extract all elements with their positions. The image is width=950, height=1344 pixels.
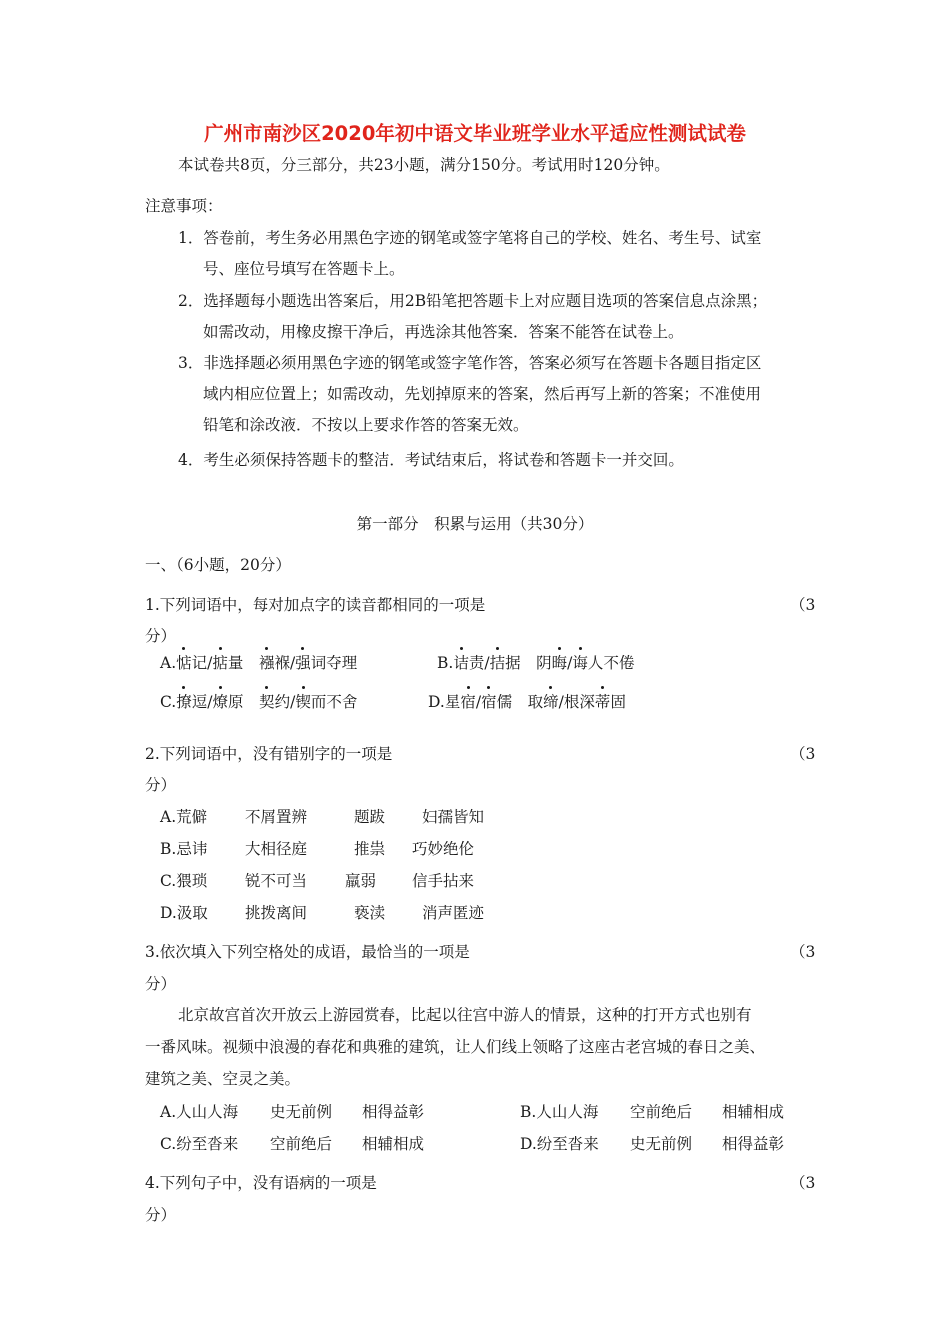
- q3-option-b-2: 空前绝后: [630, 1103, 693, 1121]
- q3-option-c-3: 相辅相成: [362, 1135, 425, 1153]
- emphasis-char: 契: [259, 693, 275, 711]
- q3-option-b-3: 相辅相成: [722, 1103, 785, 1121]
- emphasis-char: 宿: [481, 693, 497, 711]
- notice-item-3-line-1: 3．非选择题必须用黑色字迹的钢笔或签字笔作答，答案必须写在答题卡各题目指定区: [178, 354, 762, 372]
- q3-option-b-1: B.人山人海: [520, 1103, 599, 1121]
- q2-option-c-2: 锐不可当: [245, 872, 308, 890]
- option-letter: A.: [160, 654, 177, 672]
- q3-passage-line-3: 建筑之美、空灵之美。: [145, 1070, 301, 1088]
- option-char: [521, 654, 537, 672]
- option-char: [244, 693, 260, 711]
- notice-item-3-line-3: 铅笔和涂改液．不按以上要求作答的答案无效。: [203, 416, 529, 434]
- notice-item-1-line-2: 号、座位号填写在答题卡上。: [203, 260, 405, 278]
- q2-score-close: 分）: [145, 776, 177, 794]
- q4-score-close: 分）: [145, 1206, 177, 1224]
- q1-option-b: [437, 653, 634, 673]
- q2-option-b-1: B.忌讳: [160, 840, 208, 858]
- notice-item-1-line-1: 1．答卷前，考生务必用黑色字迹的钢笔或签字笔将自己的学校、姓名、考生号、试室: [178, 229, 762, 247]
- option-char: 据: [505, 654, 521, 672]
- q1-score-close: 分）: [145, 627, 177, 645]
- option-char: 不: [326, 693, 342, 711]
- option-char: 舍: [341, 693, 358, 711]
- option-char: 阴: [536, 654, 552, 672]
- notice-item-2-line-1: 2．选择题每小题选出答案后，用2B铅笔把答题卡上对应题目选项的答案信息点涂黑；: [178, 292, 768, 310]
- section-1-heading: 一、（6小题，20分）: [145, 556, 291, 574]
- q1-stem: 1.下列词语中，每对加点字的读音都相同的一项是: [145, 596, 486, 614]
- emphasis-char: 拮: [489, 654, 506, 672]
- q3-option-d-3: 相得益彰: [722, 1135, 785, 1153]
- emphasis-char: 襁: [258, 654, 275, 672]
- q3-option-d-2: 史无前例: [630, 1135, 693, 1153]
- option-letter: B.: [437, 654, 454, 672]
- option-char: [512, 693, 528, 711]
- q2-stem: 2.下列词语中，没有错别字的一项是: [145, 745, 393, 763]
- option-char: 约: [274, 693, 291, 711]
- emphasis-char: 锲: [295, 693, 311, 711]
- option-char: /: [484, 654, 490, 672]
- q1-score-open: （3: [790, 596, 816, 614]
- q2-option-b-4: 巧妙绝伦: [412, 840, 475, 858]
- q4-stem: 4.下列句子中，没有语病的一项是: [145, 1174, 377, 1192]
- emphasis-char: 宿: [460, 693, 476, 711]
- option-letter: D.: [428, 693, 445, 711]
- q3-option-c-2: 空前绝后: [270, 1135, 333, 1153]
- option-char: /: [567, 654, 573, 672]
- option-char: 取: [527, 693, 544, 711]
- q2-option-d-1: D.汲取: [160, 904, 208, 922]
- part-1-heading: 第一部分 积累与运用（共30分）: [356, 515, 594, 533]
- q3-score-close: 分）: [145, 975, 177, 993]
- q1-option-c: [160, 692, 357, 712]
- q3-option-a-3: 相得益彰: [362, 1103, 425, 1121]
- q3-option-c-1: C.纷至沓来: [160, 1135, 239, 1153]
- option-char: /: [558, 693, 564, 711]
- notice-item-3-line-2: 域内相应位置上；如需改动，先划掉原来的答案，然后再写上新的答案；不准使用: [203, 385, 762, 403]
- option-char: 记: [191, 654, 208, 672]
- q2-option-c-3: 羸弱: [345, 872, 377, 890]
- q2-option-a-4: 妇孺皆知: [422, 808, 485, 826]
- notice-item-4: 4．考生必须保持答题卡的整洁．考试结束后，将试卷和答题卡一并交回。: [178, 451, 684, 469]
- q2-option-d-3: 亵渎: [354, 904, 386, 922]
- q3-option-a-2: 史无前例: [270, 1103, 333, 1121]
- q4-score-open: （3: [790, 1174, 816, 1192]
- q2-score-open: （3: [790, 745, 816, 763]
- option-char: 不: [603, 654, 619, 672]
- q3-option-a-1: A.人山人海: [160, 1103, 239, 1121]
- option-char: 量: [227, 654, 244, 672]
- q2-option-a-1: A.荒僻: [160, 808, 208, 826]
- option-char: 儒: [496, 693, 513, 711]
- q3-stem: 3.依次填入下列空格处的成语，最恰当的一项是: [145, 943, 470, 961]
- q2-option-d-4: 消声匿迹: [422, 904, 485, 922]
- emphasis-char: 诲: [572, 654, 588, 672]
- option-char: 逗: [191, 693, 208, 711]
- option-letter: C.: [160, 693, 177, 711]
- option-char: [243, 654, 259, 672]
- emphasis-char: 蒂: [594, 693, 611, 711]
- option-char: 而: [310, 693, 327, 711]
- q2-option-a-2: 不屑置辨: [245, 808, 308, 826]
- q2-option-d-2: 挑拨离间: [245, 904, 308, 922]
- q1-option-d: [428, 692, 626, 712]
- q2-option-c-4: 信手拈来: [412, 872, 475, 890]
- emphasis-char: 掂: [212, 654, 228, 672]
- option-char: 理: [341, 654, 358, 672]
- emphasis-char: 晦: [551, 654, 568, 672]
- emphasis-char: 缔: [543, 693, 559, 711]
- option-char: 深: [579, 693, 595, 711]
- option-char: 倦: [618, 654, 635, 672]
- emphasis-char: 燎: [212, 693, 229, 711]
- q3-score-open: （3: [790, 943, 816, 961]
- option-char: /: [289, 654, 296, 672]
- emphasis-char: 强: [295, 654, 311, 672]
- q2-option-b-3: 推祟: [354, 840, 386, 858]
- option-char: 责: [468, 654, 485, 672]
- option-char: /: [475, 693, 482, 711]
- q3-option-d-1: D.纷至沓来: [520, 1135, 599, 1153]
- q3-passage-line-2: 一番风味。视频中浪漫的春花和典雅的建筑，让人们线上领略了这座古老宫城的春日之美、: [145, 1038, 766, 1056]
- q2-option-a-3: 题跋: [354, 808, 386, 826]
- exam-intro: 本试卷共8页，分三部分，共23小题，满分150分。考试用时120分钟。: [178, 156, 670, 174]
- option-char: /: [207, 654, 213, 672]
- emphasis-char: 诘: [453, 654, 469, 672]
- q2-option-c-1: C.猥琐: [160, 872, 208, 890]
- option-char: 词: [310, 654, 327, 672]
- option-char: /: [290, 693, 296, 711]
- option-char: 星: [444, 693, 461, 711]
- option-char: 固: [610, 693, 626, 711]
- option-char: 褓: [274, 654, 290, 672]
- emphasis-char: 撩: [176, 693, 192, 711]
- exam-title: 广州市南沙区2020年初中语文毕业班学业水平适应性测试试卷: [204, 122, 746, 145]
- option-char: 人: [587, 654, 604, 672]
- notice-item-2-line-2: 如需改动，用橡皮擦干净后，再选涂其他答案．答案不能答在试卷上。: [203, 323, 684, 341]
- emphasis-char: 惦: [176, 654, 192, 672]
- option-char: /: [207, 693, 213, 711]
- option-char: 夺: [326, 654, 342, 672]
- option-char: 根: [563, 693, 580, 711]
- q3-passage-line-1: 北京故宫首次开放云上游园赏春，比起以往宫中游人的情景，这种的打开方式也别有: [178, 1006, 752, 1024]
- q1-option-a: [160, 653, 357, 673]
- notice-heading: 注意事项：: [145, 197, 223, 215]
- q2-option-b-2: 大相径庭: [245, 840, 308, 858]
- option-char: 原: [228, 693, 244, 711]
